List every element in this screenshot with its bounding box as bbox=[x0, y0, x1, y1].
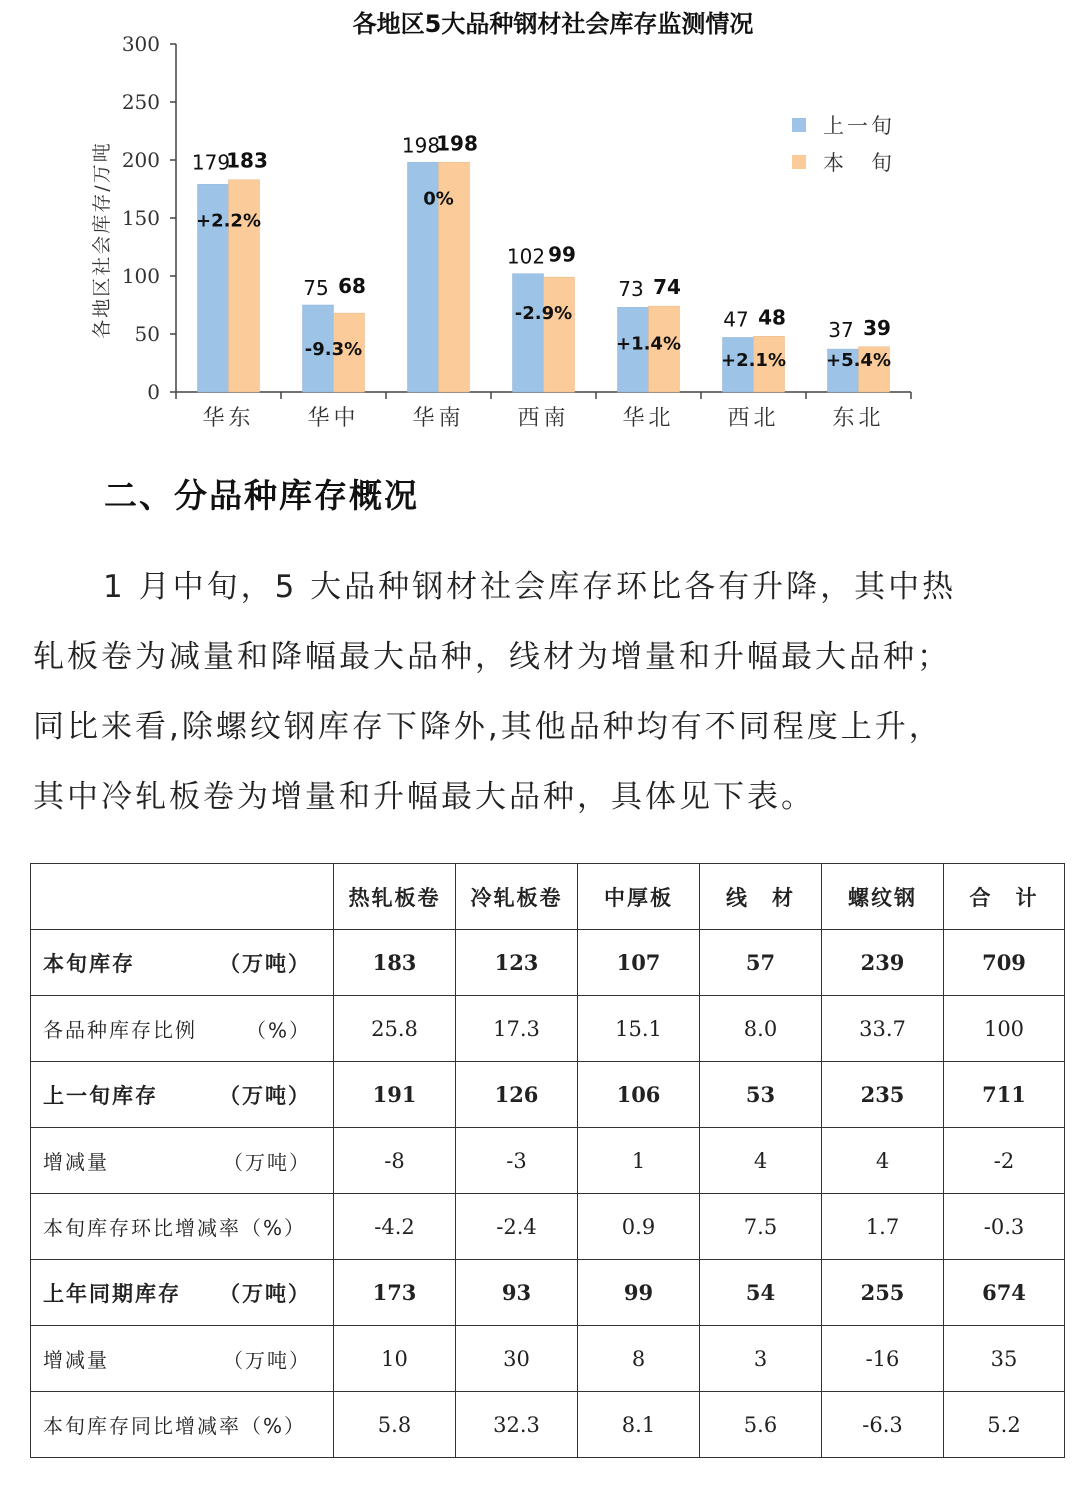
x-tick-label: 华东 bbox=[202, 406, 255, 431]
data-label-previous: 73 bbox=[618, 277, 644, 302]
change-percent-label: -9.3% bbox=[304, 339, 363, 361]
data-label-current: 74 bbox=[653, 275, 681, 300]
table-cell: 7.5 bbox=[700, 1194, 822, 1260]
table-cell: 106 bbox=[578, 1062, 700, 1128]
data-label-current: 198 bbox=[436, 131, 478, 156]
table-row bbox=[31, 996, 1065, 1062]
row-label: 增减量 bbox=[43, 1150, 109, 1174]
row-unit: （万吨） bbox=[219, 951, 311, 976]
chart-title: 各地区5大品种钢材社会库存监测情况 bbox=[352, 10, 754, 38]
table-cell: 33.7 bbox=[822, 996, 944, 1062]
table-cell: -2.4 bbox=[456, 1194, 578, 1260]
y-axis bbox=[122, 32, 176, 404]
table-cell: 8.0 bbox=[700, 996, 822, 1062]
table-header-cell: 合 计 bbox=[944, 864, 1065, 930]
row-label: 本旬库存同比增减率（%） bbox=[43, 1414, 307, 1438]
data-label-current: 99 bbox=[548, 242, 576, 267]
row-label-cell bbox=[31, 1326, 334, 1392]
row-label-cell bbox=[31, 996, 334, 1062]
row-label-cell bbox=[31, 1392, 334, 1458]
table-cell: 1.7 bbox=[822, 1194, 944, 1260]
row-unit: （万吨） bbox=[223, 1348, 311, 1372]
table-cell: 123 bbox=[456, 930, 578, 996]
row-label: 各品种库存比例 bbox=[43, 1018, 197, 1042]
table-cell: -16 bbox=[822, 1326, 944, 1392]
y-tick-label: 0 bbox=[147, 380, 160, 404]
row-label-cell bbox=[31, 930, 334, 996]
table-cell: 54 bbox=[700, 1260, 822, 1326]
table-cell: -6.3 bbox=[822, 1392, 944, 1458]
table-cell: 126 bbox=[456, 1062, 578, 1128]
row-label-cell bbox=[31, 1128, 334, 1194]
change-percent-label: 0% bbox=[423, 188, 454, 210]
table-cell: 3 bbox=[700, 1326, 822, 1392]
table-cell: -8 bbox=[334, 1128, 456, 1194]
bar-previous-period bbox=[513, 274, 544, 392]
table-cell: 100 bbox=[944, 996, 1065, 1062]
data-label-current: 68 bbox=[338, 274, 366, 298]
y-tick-label: 150 bbox=[121, 206, 160, 230]
table-cell: 93 bbox=[456, 1260, 578, 1326]
row-label: 上一旬库存 bbox=[43, 1083, 158, 1108]
y-tick-label: 100 bbox=[121, 264, 160, 288]
y-tick-label: 200 bbox=[121, 148, 160, 172]
table-cell: 35 bbox=[944, 1326, 1065, 1392]
table-row bbox=[31, 1326, 1065, 1392]
legend-swatch bbox=[792, 155, 806, 169]
table-row bbox=[31, 1194, 1065, 1260]
table-cell: 15.1 bbox=[578, 996, 700, 1062]
data-label-previous: 37 bbox=[828, 317, 854, 342]
table-cell: -3 bbox=[456, 1128, 578, 1194]
table-cell: 10 bbox=[334, 1326, 456, 1392]
data-label-previous: 198 bbox=[401, 133, 441, 158]
table-cell: 5.2 bbox=[944, 1392, 1065, 1458]
data-label-previous: 75 bbox=[303, 276, 329, 300]
y-tick-label: 50 bbox=[134, 322, 160, 346]
bar-current-period bbox=[544, 277, 575, 392]
chart-legend bbox=[792, 114, 895, 175]
table-cell: 5.6 bbox=[700, 1392, 822, 1458]
table-cell: 173 bbox=[334, 1260, 456, 1326]
table-cell: -4.2 bbox=[334, 1194, 456, 1260]
table-cell: 4 bbox=[700, 1128, 822, 1194]
data-label-current: 39 bbox=[863, 315, 891, 340]
paragraph-line: 同比来看,除螺纹钢库存下降外,其他品种均有不同程度上升， bbox=[33, 709, 943, 745]
table-cell: -2 bbox=[944, 1128, 1065, 1194]
table-row bbox=[31, 930, 1065, 996]
paragraph-line: 1 月中旬，5 大品种钢材社会库存环比各有升降，其中热 bbox=[103, 569, 957, 605]
row-unit: （万吨） bbox=[219, 1281, 311, 1306]
legend-label: 本 旬 bbox=[823, 151, 895, 175]
y-tick-label: 300 bbox=[121, 32, 160, 56]
table-cell: 183 bbox=[334, 930, 456, 996]
table-cell: 0.9 bbox=[578, 1194, 700, 1260]
row-unit: （%） bbox=[245, 1018, 311, 1042]
x-axis bbox=[176, 392, 911, 431]
table-cell: 255 bbox=[822, 1260, 944, 1326]
table-row bbox=[31, 1062, 1065, 1128]
paragraph-line: 其中冷轧板卷为增量和升幅最大品种，具体见下表。 bbox=[33, 779, 815, 815]
inventory-by-product-table bbox=[30, 863, 1065, 1458]
data-label-current: 48 bbox=[758, 305, 786, 330]
row-label: 上年同期库存 bbox=[43, 1281, 181, 1306]
table-cell: 8.1 bbox=[578, 1392, 700, 1458]
table-body bbox=[31, 930, 1065, 1458]
x-tick-label: 西南 bbox=[517, 406, 570, 431]
legend-label: 上一旬 bbox=[823, 114, 895, 138]
table-cell: 5.8 bbox=[334, 1392, 456, 1458]
y-axis-label: 各地区社会库存/万吨 bbox=[91, 141, 113, 339]
table-cell: 239 bbox=[822, 930, 944, 996]
regional-inventory-bar-chart bbox=[0, 0, 1080, 445]
table-row bbox=[31, 1128, 1065, 1194]
section-heading: 二、分品种库存概况 bbox=[104, 476, 419, 515]
row-unit: （万吨） bbox=[219, 1083, 311, 1108]
table-cell: 711 bbox=[944, 1062, 1065, 1128]
change-percent-label: -2.9% bbox=[514, 303, 573, 325]
table-cell: 191 bbox=[334, 1062, 456, 1128]
table-cell: 57 bbox=[700, 930, 822, 996]
table-header-cell: 中厚板 bbox=[578, 864, 700, 930]
row-label-cell bbox=[31, 1260, 334, 1326]
data-label-previous: 102 bbox=[506, 244, 546, 269]
row-unit: （万吨） bbox=[223, 1150, 311, 1174]
table-cell: 674 bbox=[944, 1260, 1065, 1326]
change-percent-label: +2.1% bbox=[720, 350, 787, 371]
table-row bbox=[31, 1392, 1065, 1458]
row-label-cell bbox=[31, 1194, 334, 1260]
table-row bbox=[31, 1260, 1065, 1326]
row-label: 增减量 bbox=[43, 1348, 109, 1372]
section-paragraph bbox=[33, 552, 993, 832]
row-label: 本旬库存环比增减率（%） bbox=[43, 1216, 307, 1240]
table-header-cell bbox=[31, 864, 334, 930]
table-header-cell: 热轧板卷 bbox=[334, 864, 456, 930]
change-percent-label: +1.4% bbox=[615, 333, 682, 355]
data-label-previous: 47 bbox=[723, 307, 749, 332]
data-label-previous: 179 bbox=[191, 150, 231, 175]
table-cell: -0.3 bbox=[944, 1194, 1065, 1260]
x-tick-label: 东北 bbox=[832, 406, 885, 431]
table-cell: 107 bbox=[578, 930, 700, 996]
data-label-current: 183 bbox=[226, 148, 268, 173]
x-tick-label: 华南 bbox=[412, 406, 465, 431]
table-cell: 53 bbox=[700, 1062, 822, 1128]
table-cell: 1 bbox=[578, 1128, 700, 1194]
row-label-cell bbox=[31, 1062, 334, 1128]
table-header-cell: 线 材 bbox=[700, 864, 822, 930]
paragraph-line: 轧板卷为减量和降幅最大品种，线材为增量和升幅最大品种； bbox=[33, 639, 951, 675]
table-cell: 30 bbox=[456, 1326, 578, 1392]
table-header-row bbox=[31, 864, 1065, 930]
legend-swatch bbox=[792, 118, 806, 132]
table-cell: 32.3 bbox=[456, 1392, 578, 1458]
row-label: 本旬库存 bbox=[43, 951, 135, 976]
table-cell: 17.3 bbox=[456, 996, 578, 1062]
x-tick-label: 西北 bbox=[727, 406, 780, 431]
change-percent-label: +5.4% bbox=[825, 350, 892, 371]
table-cell: 4 bbox=[822, 1128, 944, 1194]
table-cell: 99 bbox=[578, 1260, 700, 1326]
table-header-cell: 螺纹钢 bbox=[822, 864, 944, 930]
y-tick-label: 250 bbox=[121, 90, 160, 114]
table-cell: 709 bbox=[944, 930, 1065, 996]
x-tick-label: 华中 bbox=[307, 406, 360, 431]
table-cell: 8 bbox=[578, 1326, 700, 1392]
table-header-cell: 冷轧板卷 bbox=[456, 864, 578, 930]
x-tick-label: 华北 bbox=[622, 406, 675, 431]
table-cell: 235 bbox=[822, 1062, 944, 1128]
table-cell: 25.8 bbox=[334, 996, 456, 1062]
change-percent-label: +2.2% bbox=[195, 210, 262, 232]
